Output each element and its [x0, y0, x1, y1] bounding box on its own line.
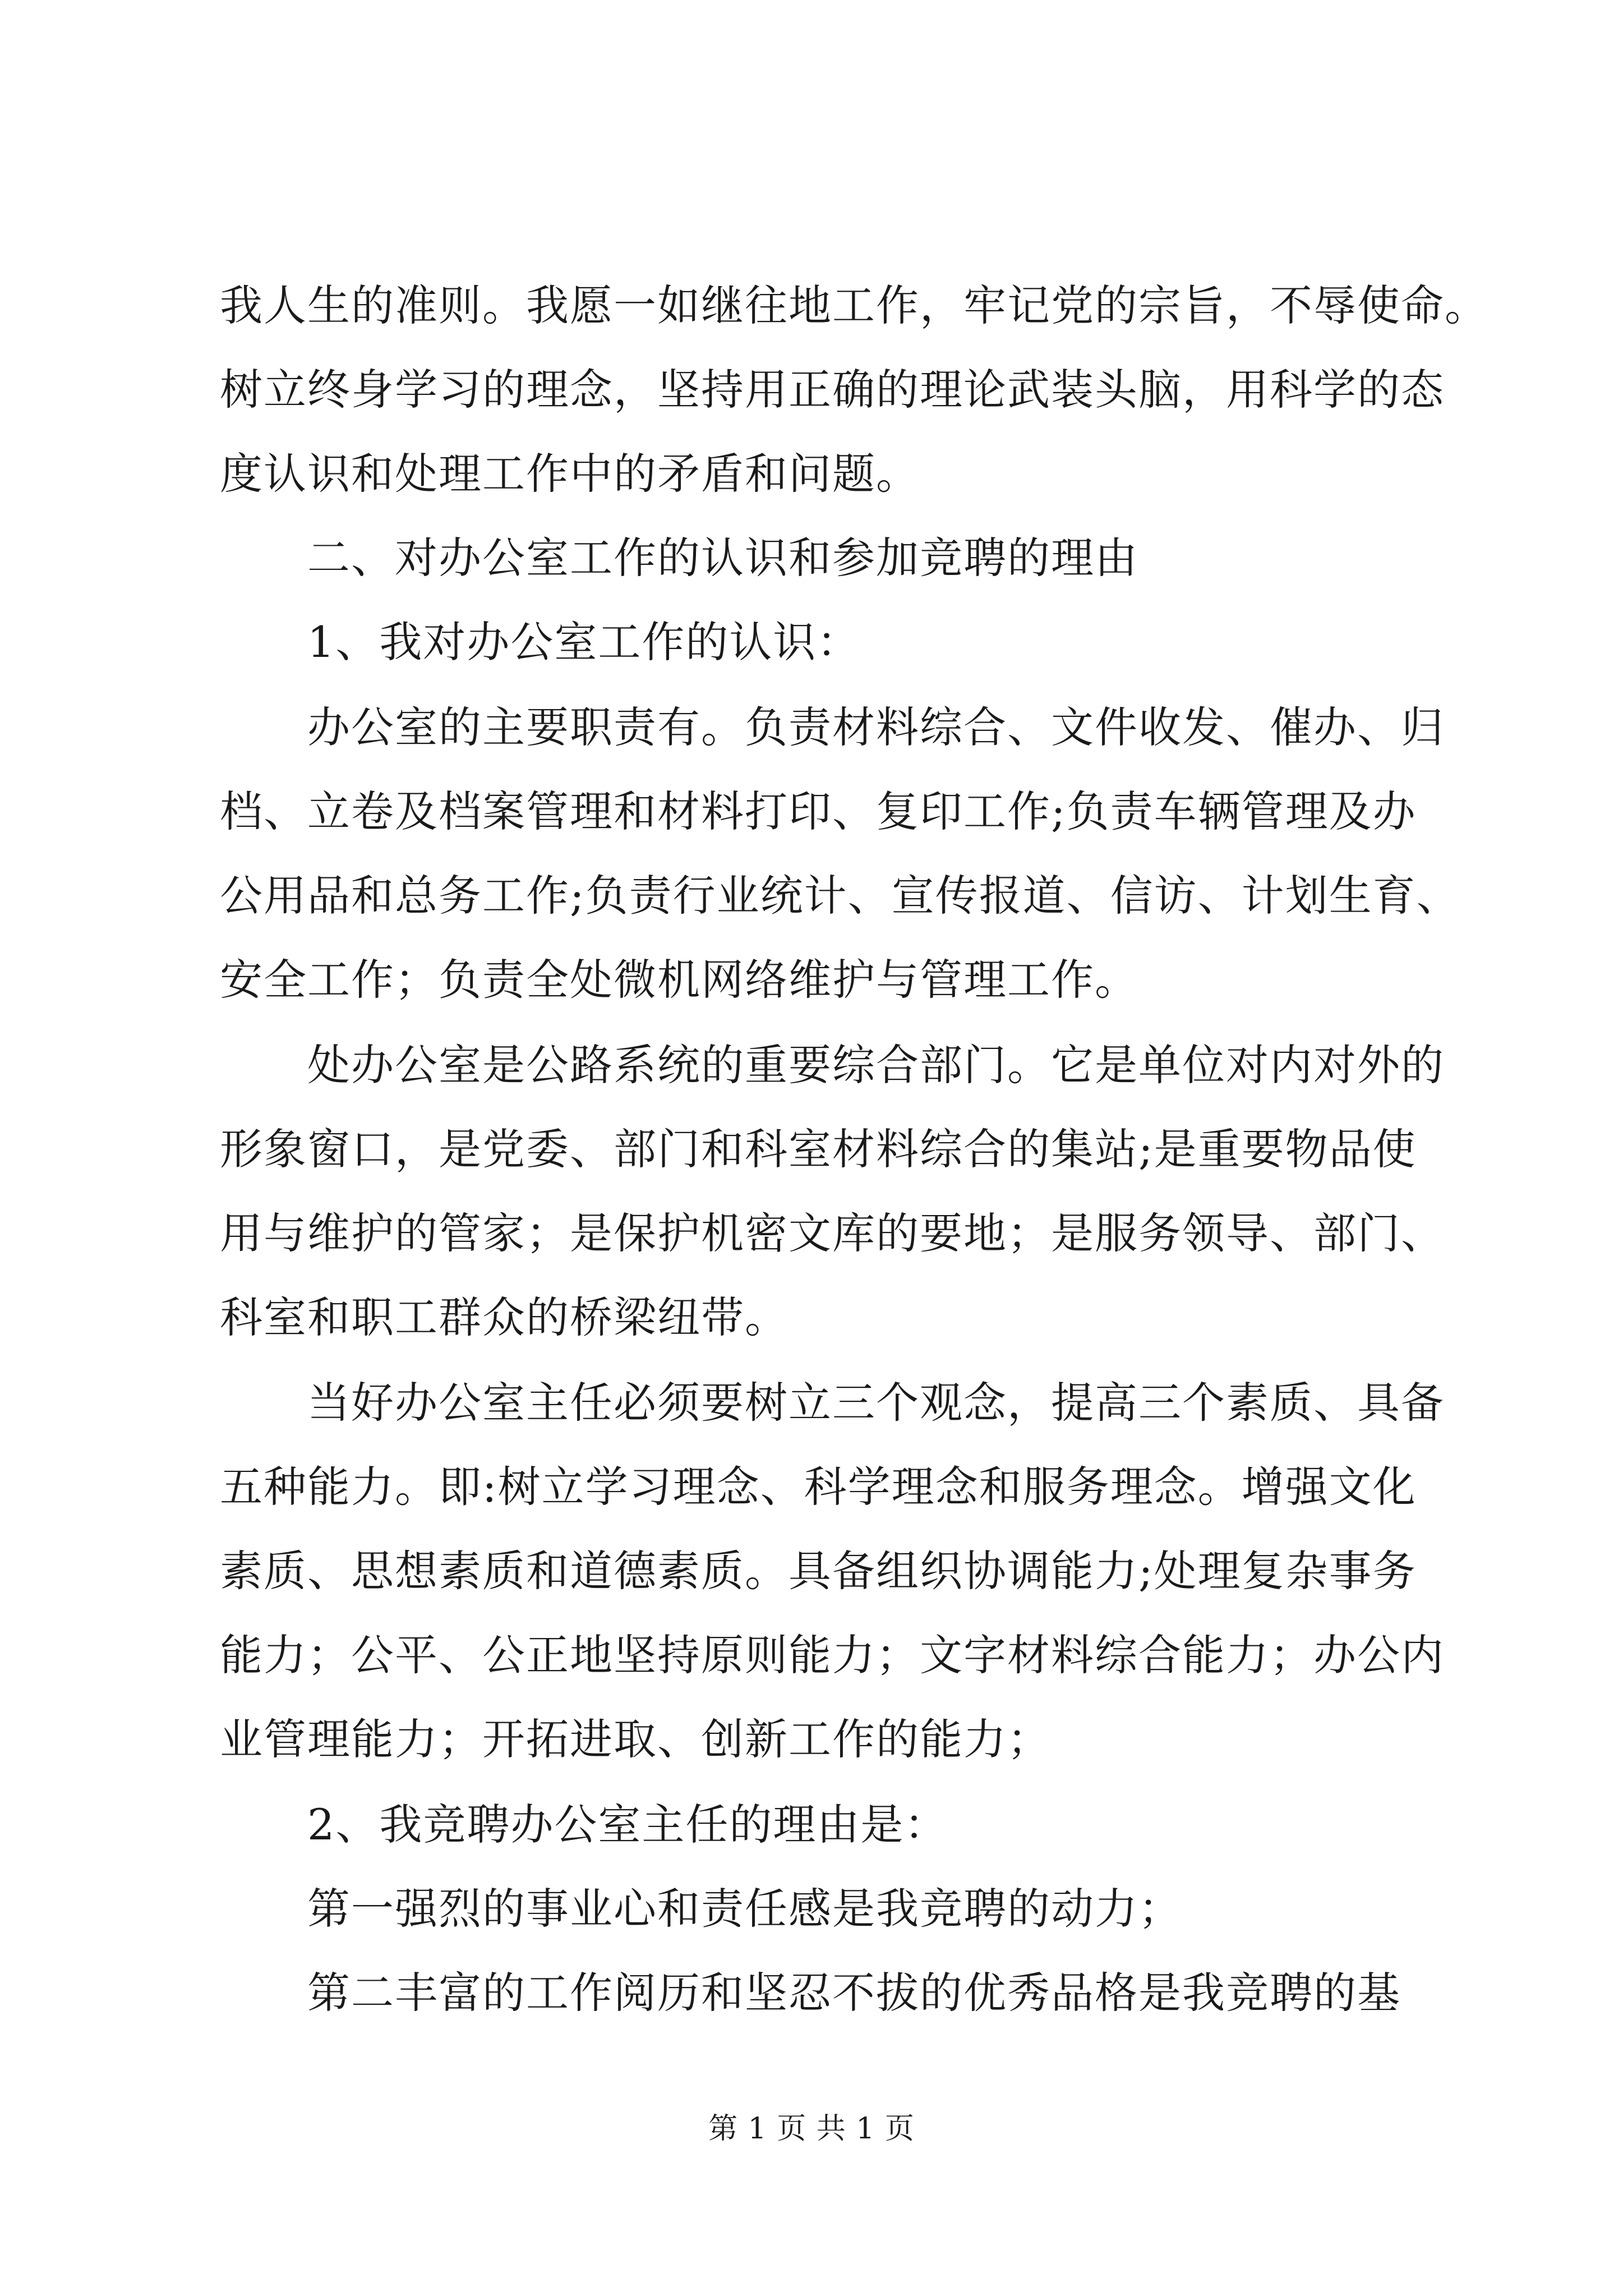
text-line: 公用品和总务工作;负责行业统计、宣传报道、信访、计划生育、: [220, 871, 1460, 921]
text-line: 我人生的准则。我愿一如继往地工作，牢记党的宗旨，不辱使命。: [220, 280, 1488, 330]
subsection-heading: 1、我对办公室工作的认识：: [220, 617, 861, 667]
text-line: 第一强烈的事业心和责任感是我竞聘的动力；: [220, 1884, 1182, 1934]
text-line: 能力；公平、公正地坚持原则能力；文字材料综合能力；办公内: [220, 1630, 1445, 1680]
text-line: 科室和职工群众的桥梁纽带。: [220, 1292, 789, 1342]
section-heading: 二、对办公室工作的认识和参加竞聘的理由: [220, 533, 1138, 583]
text-line: 业管理能力；开拓进取、创新工作的能力；: [220, 1714, 1051, 1764]
text-line: 树立终身学习的理念，坚持用正确的理论武装头脑，用科学的态: [220, 365, 1445, 415]
text-line: 处办公室是公路系统的重要综合部门。它是单位对内对外的: [220, 1040, 1445, 1090]
text-line: 形象窗口，是党委、部门和科室材料综合的集站;是重要物品使: [220, 1124, 1417, 1174]
text-line: 办公室的主要职责有。负责材料综合、文件收发、催办、归: [220, 702, 1445, 752]
text-line: 素质、思想素质和道德素质。具备组织协调能力;处理复杂事务: [220, 1546, 1417, 1596]
text-line: 五种能力。即:树立学习理念、科学理念和服务理念。增强文化: [220, 1462, 1417, 1512]
text-line: 安全工作；负责全处微机网络维护与管理工作。: [220, 955, 1138, 1005]
text-line: 当好办公室主任必须要树立三个观念，提高三个素质、具备: [220, 1378, 1445, 1428]
text-line: 度认识和处理工作中的矛盾和问题。: [220, 449, 920, 499]
subsection-heading: 2、我竞聘办公室主任的理由是：: [220, 1800, 948, 1849]
text-line: 档、立卷及档案管理和材料打印、复印工作;负责车辆管理及办: [220, 786, 1417, 836]
text-line: 第二丰富的工作阅历和坚忍不拔的优秀品格是我竞聘的基: [220, 1968, 1401, 2018]
text-line: 用与维护的管家；是保护机密文库的要地；是服务领导、部门、: [220, 1208, 1445, 1258]
page-footer: 第 1 页 共 1 页: [708, 2112, 915, 2146]
